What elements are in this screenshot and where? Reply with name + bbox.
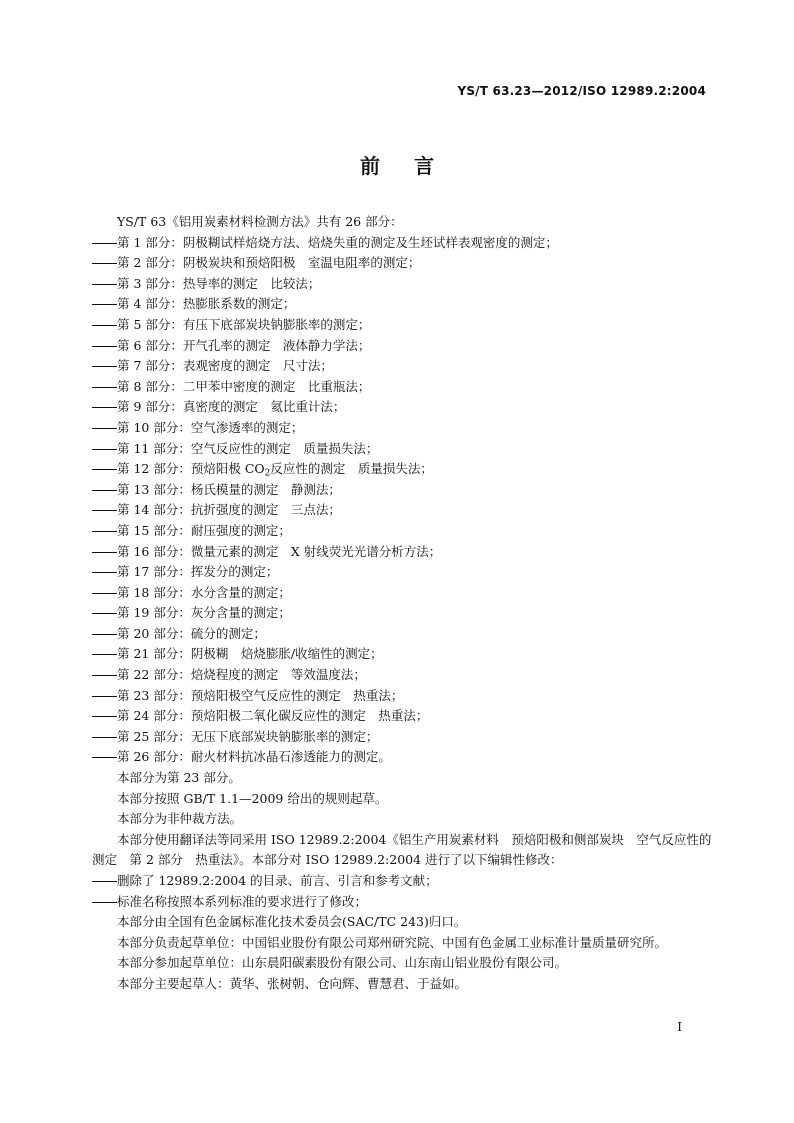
parts-list — [92, 233, 712, 768]
translation-statement: 本部分使用翻译法等同采用 ISO 12989.2:2004《铝生产用炭素材料 预焙阳极和侧部炭块 空气反应性的测定 第 2 部分 热重法》。本部分对 ISO 12989.2:2004 进行了以下编辑性修改： — [92, 831, 712, 868]
em-dash — [92, 562, 117, 583]
series-intro: YS/T 63《铝用炭素材料检测方法》共有 26 部分： — [117, 214, 403, 229]
em-dash — [92, 665, 117, 686]
em-dash — [92, 480, 117, 501]
list-item: 第 8 部分：二甲苯中密度的测定 比重瓶法； — [92, 377, 712, 398]
change-item: 标准名称按照本系列标准的要求进行了修改； — [92, 892, 712, 913]
method-statement: 本部分为非仲裁方法。 — [117, 811, 243, 827]
em-dash — [92, 459, 117, 480]
list-item: 第 18 部分：水分含量的测定； — [92, 583, 712, 604]
list-item: 第 2 部分：阴极炭块和预焙阳极 室温电阻率的测定； — [92, 253, 712, 274]
proposed-by-statement: 本部分由全国有色金属标准化技术委员会(SAC/TC 243)归口。 — [117, 914, 467, 930]
list-item: 第 19 部分：灰分含量的测定； — [92, 603, 712, 624]
list-item: 第 1 部分：阴极糊试样焙烧方法、焙烧失重的测定及生坯试样表观密度的测定； — [92, 233, 712, 254]
responsible-units-statement: 本部分负责起草单位：中国铝业股份有限公司郑州研究院、中国有色金属工业标准计量质量研究所。 — [117, 934, 668, 950]
em-dash — [92, 377, 117, 398]
standard-code: YS/T 63.23—2012/ISO 12989.2:2004 — [457, 84, 706, 98]
list-item: 第 12 部分：预焙阳极 $CO_2$反应性的测定 质量损失法； — [92, 459, 712, 480]
list-item: 第 10 部分：空气渗透率的测定； — [92, 418, 712, 439]
foreword-body — [92, 212, 712, 995]
list-item: 第 11 部分：空气反应性的测定 质量损失法； — [92, 439, 712, 460]
list-item: 第 17 部分：挥发分的测定； — [92, 562, 712, 583]
change-item: 删除了 12989.2:2004 的目录、前言、引言和参考文献； — [92, 871, 712, 892]
list-item: 第 21 部分：阴极糊 焙烧膨胀/收缩性的测定； — [92, 644, 712, 665]
list-item: 第 6 部分：开气孔率的测定 液体静力学法； — [92, 336, 712, 357]
list-item: 第 13 部分：杨氏模量的测定 静测法； — [92, 480, 712, 501]
list-item: 第 22 部分：焙烧程度的测定 等效温度法； — [92, 665, 712, 686]
em-dash — [92, 521, 117, 542]
list-item: 第 20 部分：硫分的测定； — [92, 624, 712, 645]
em-dash — [92, 644, 117, 665]
em-dash — [92, 500, 117, 521]
em-dash — [92, 747, 117, 768]
list-item: 第 24 部分：预焙阳极二氧化碳反应性的测定 热重法； — [92, 706, 712, 727]
list-item: 第 4 部分：热膨胀系数的测定； — [92, 294, 712, 315]
list-item: 第 9 部分：真密度的测定 氦比重计法； — [92, 397, 712, 418]
em-dash — [92, 583, 117, 604]
participating-units-statement: 本部分参加起草单位：山东晨阳碳素股份有限公司、山东南山铝业股份有限公司。 — [117, 955, 568, 971]
em-dash — [92, 871, 117, 892]
em-dash — [92, 727, 117, 748]
em-dash — [92, 542, 117, 563]
list-item: 第 3 部分：热导率的测定 比较法； — [92, 274, 712, 295]
em-dash — [92, 253, 117, 274]
list-item: 第 26 部分：耐火材料抗冰晶石渗透能力的测定。 — [92, 747, 712, 768]
list-item: 第 25 部分：无压下底部炭块钠膨胀率的测定； — [92, 727, 712, 748]
page-title: 前言 — [360, 154, 468, 178]
drafters-statement: 本部分主要起草人：黄华、张树朝、仓向辉、曹慧君、于益如。 — [117, 975, 468, 991]
em-dash — [92, 356, 117, 377]
em-dash — [92, 624, 117, 645]
em-dash — [92, 892, 117, 913]
em-dash — [92, 397, 117, 418]
list-item: 第 7 部分：表观密度的测定 尺寸法； — [92, 356, 712, 377]
em-dash — [92, 233, 117, 254]
this-part-statement: 本部分为第 23 部分。 — [117, 770, 241, 786]
em-dash — [92, 418, 117, 439]
list-item: 第 16 部分：微量元素的测定 X 射线荧光光谱分析方法； — [92, 542, 712, 563]
list-item: 第 5 部分：有压下底部炭块钠膨胀率的测定； — [92, 315, 712, 336]
list-item: 第 14 部分：抗折强度的测定 三点法； — [92, 500, 712, 521]
em-dash — [92, 706, 117, 727]
list-item: 第 23 部分：预焙阳极空气反应性的测定 热重法； — [92, 686, 712, 707]
subscript: 2 — [264, 468, 271, 479]
em-dash — [92, 274, 117, 295]
em-dash — [92, 294, 117, 315]
page-number: I — [677, 1020, 682, 1034]
em-dash — [92, 686, 117, 707]
em-dash — [92, 439, 117, 460]
em-dash — [92, 336, 117, 357]
list-item: 第 15 部分：耐压强度的测定； — [92, 521, 712, 542]
drafting-rules-statement: 本部分按照 GB/T 1.1—2009 给出的规则起草。 — [117, 790, 388, 806]
em-dash — [92, 603, 117, 624]
em-dash — [92, 315, 117, 336]
